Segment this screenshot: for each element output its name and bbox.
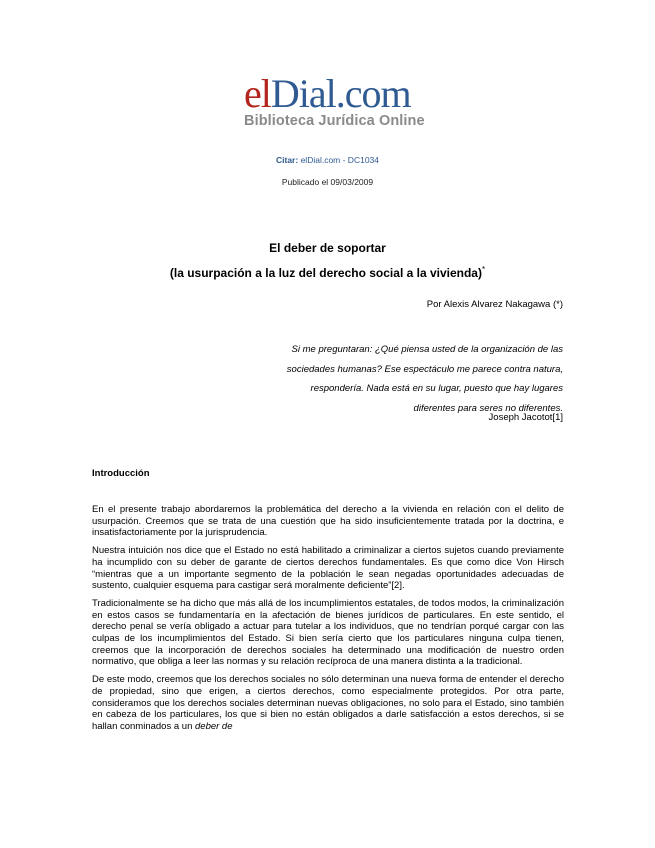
publication-date: Publicado el 09/03/2009	[281, 177, 374, 187]
epigraph-line: respondería. Nada está en su lugar, puesto que hay lugares	[310, 383, 563, 394]
paragraph: De este modo, creemos que los derechos sociales no sólo determinan una nueva forma de entender el derecho de propiedad, sino que erigen, a ciertos derechos, como especialmente protegidos. Por otra parte, consideramos que los derechos sociales determinan nuevas obligaciones, no solo para el Estado, sino también en cabeza de los particulares, los que si bien no están obligados a darle satisfacción a estos derechos, si se hallan conminados a un deber de	[92, 674, 564, 732]
epigraph-signature: Joseph Jacotot[1]	[488, 412, 563, 423]
body-text	[92, 504, 564, 739]
epigraph-line: Si me preguntaran: ¿Qué piensa usted de la organización de las	[291, 344, 563, 355]
citation-label: Citar:	[276, 155, 299, 165]
epigraph-line: diferentes para seres no diferentes.	[413, 402, 563, 414]
paragraph: Nuestra intuición nos dice que el Estado no está habilitado a criminalizar a ciertos sujetos cuando previamente ha incumplido con su deber de garante de ciertos derechos fundamentales. Es que como dice Von Hirsch “mientras que a un importante segmento de la población le sean negadas oportunidades adecuadas de sustento, cualquier esquema para castigar será moralmente deficiente”[2].	[92, 545, 564, 592]
paragraph: En el presente trabajo abordaremos la problemática del derecho a la vivienda en relación con el delito de usurpación. Creemos que se trata de una cuestión que ha sido insuficientemente tratada por la doctrina, e insatisfactoriamente por la jurisprudencia.	[92, 504, 564, 539]
title-line-2: (la usurpación a la luz del derecho social a la vivienda)*	[169, 265, 486, 280]
logo-wordmark: elDial.com	[244, 71, 411, 116]
citation	[0, 155, 655, 165]
epigraph	[233, 340, 563, 418]
title-footnote-mark: *	[481, 265, 486, 274]
document-title	[0, 238, 655, 284]
citation-link[interactable]: elDial.com - DC1034	[300, 155, 379, 165]
title-line-1: El deber de soportar	[269, 241, 386, 255]
epigraph-line: sociedades humanas? Ese espectáculo me parece contra natura,	[286, 363, 563, 375]
eldial-logo	[244, 71, 425, 130]
logo-subtitle: Biblioteca Jurídica Online	[244, 113, 425, 129]
paragraph: Tradicionalmente se ha dicho que más allá de los incumplimientos estatales, de todos modos, la criminalización en estos casos se fundamentaría en la afectación de bienes jurídicos de particulares. En este sentido, el derecho penal se vería obligado a actuar para tutelar a los individuos, que no tendrían porqué cargar con las culpas de los incumplimientos del Estado. Si bien sería cierto que los particulares ninguna culpa tienen, creemos que la incorporación de derechos sociales ha determinado una modificación de nuestro orden normativo, que obliga a leer las normas y su relación recíproca de una manera distinta a la tradicional.	[92, 597, 564, 668]
section-heading: Introducción	[92, 468, 150, 479]
author-byline: Por Alexis Alvarez Nakagawa (*)	[426, 299, 563, 310]
paragraph-emphasis: deber de	[195, 720, 233, 732]
